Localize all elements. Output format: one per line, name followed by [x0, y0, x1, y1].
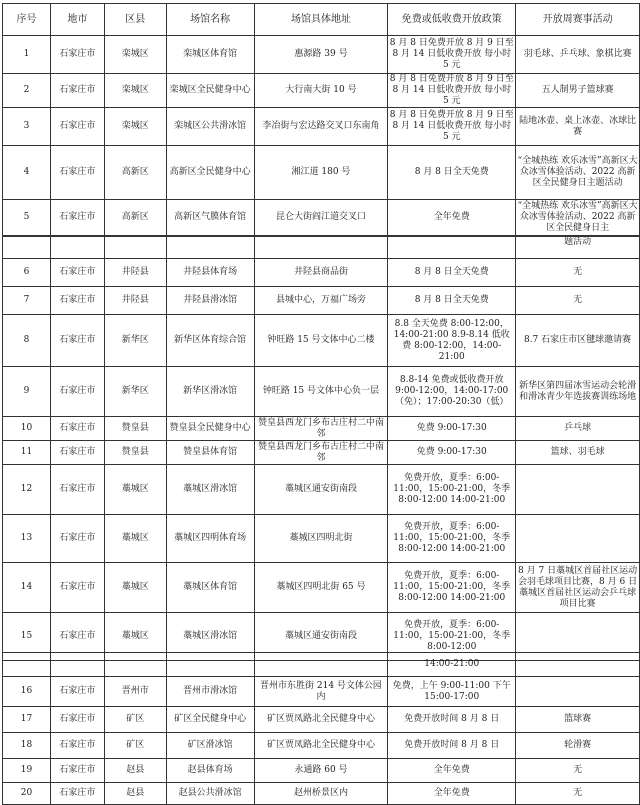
cell-address: 藁城区通安街南段: [254, 465, 388, 515]
cell-activity: “全城热练 欢乐冰雪”高新区大众冰雪体验活动、2022 高新区全民健身日主: [516, 200, 640, 236]
cell-city: 石家庄市: [50, 36, 104, 74]
table-row: [3, 441, 640, 465]
cell-district: 新华区: [104, 315, 166, 367]
cell-venue-name: 高新区全民健身中心: [166, 146, 254, 200]
cell-activity: [516, 465, 640, 515]
cell-venue-name: 高新区气膜体育馆: [166, 200, 254, 236]
cell-policy: 免费 9:00-17:30: [388, 417, 516, 441]
cell-activity: 羽毛球、乒乓球、象棋比赛: [516, 36, 640, 74]
cell-venue-name: 矿区全民健身中心: [166, 707, 254, 733]
cell-address: 晋州市东胜街 214 号文体公园内: [254, 677, 388, 707]
cell-district: 赵县: [104, 783, 166, 805]
cell-venue-name: 藁城区四明体育场: [166, 515, 254, 563]
cell-policy: 8 月 8 日全天免费: [388, 287, 516, 315]
cell-policy: 免费 9:00-17:30: [388, 441, 516, 465]
cell-city: 石家庄市: [50, 677, 104, 707]
cell-index: 9: [3, 367, 51, 417]
cell-city: 石家庄市: [50, 707, 104, 733]
cell-district: 栾城区: [104, 36, 166, 74]
header-cell: 场馆名称: [166, 4, 254, 36]
cell-district: 藁城区: [104, 613, 166, 661]
table-row: [3, 74, 640, 108]
cell-index: 14: [3, 563, 51, 613]
cell-address: 赵州桥景区内: [254, 783, 388, 805]
cell-index: 2: [3, 74, 51, 108]
cell-venue-name: 晋州市滑冰馆: [166, 677, 254, 707]
cell-city: 石家庄市: [50, 200, 104, 236]
cell-district: 赵县: [104, 759, 166, 783]
cell-city: 石家庄市: [50, 613, 104, 661]
cell-policy: 8.8 全天免费 8:00-12:00， 14:00-21:00 8.9-8.14 低收费 8:00-12:00，14:00-21:00: [388, 315, 516, 367]
cell-city: 石家庄市: [50, 146, 104, 200]
table-row: [3, 563, 640, 613]
cell-index: 4: [3, 146, 51, 200]
header-cell: 免费或低收费开放政策: [388, 4, 516, 36]
cell-district: 栾城区: [104, 74, 166, 108]
cell-address: 井陉县商品街: [254, 259, 388, 287]
cell-index: 19: [3, 759, 51, 783]
cell-activity: 乒乓球: [516, 417, 640, 441]
continuation-row: [3, 653, 640, 677]
cell-activity: 新华区第四届冰雪运动会轮滑和滑冰青少年选拔赛训练场地: [516, 367, 640, 417]
venue-table-part-2: [2, 236, 640, 661]
cell-index: 13: [3, 515, 51, 563]
cell-policy: 免费开放时间 8 月 8 日: [388, 733, 516, 759]
cell-venue-name: 栾城区体育馆: [166, 36, 254, 74]
cell-venue-name: 藁城区滑冰馆: [166, 613, 254, 661]
cell-venue-name: 新华区体育综合馆: [166, 315, 254, 367]
cell-address: 昆仑大街阎江道交叉口: [254, 200, 388, 236]
cell-policy: 免费开放时间 8 月 8 日: [388, 707, 516, 733]
cell-city: 石家庄市: [50, 465, 104, 515]
cell-index: 16: [3, 677, 51, 707]
cell-city: 石家庄市: [50, 315, 104, 367]
cell-address: 大行南大街 10 号: [254, 74, 388, 108]
header-cell: 区县: [104, 4, 166, 36]
cell-district: 藁城区: [104, 515, 166, 563]
cell-address: 矿区贾凤路北全民健身中心: [254, 707, 388, 733]
header-cell: 开放周赛事活动: [516, 4, 640, 36]
cell-city: 石家庄市: [50, 417, 104, 441]
cell-address: 李冶街与宏达路交叉口东南角: [254, 108, 388, 146]
cell-activity: 轮滑赛: [516, 733, 640, 759]
cell-index: 7: [3, 287, 51, 315]
cell-index: 12: [3, 465, 51, 515]
cell-city: 石家庄市: [50, 108, 104, 146]
cell-policy: 免费开放，夏季：6:00-11:00，15:00-21:00，冬季 8:00-12:00 14:00-21:00: [388, 563, 516, 613]
cell-district: 栾城区: [104, 108, 166, 146]
table-row: [3, 677, 640, 707]
continued-cell: 题活动: [516, 237, 640, 259]
table-row: [3, 287, 640, 315]
cell-venue-name: 栾城区全民健身中心: [166, 74, 254, 108]
cell-policy: 8 月 8 日全天免费: [388, 146, 516, 200]
cell-policy: 免费开放，夏季：6:00-11:00，15:00-21:00，冬季 8:00-12:00: [388, 613, 516, 661]
cell-venue-name: 赵县体育场: [166, 759, 254, 783]
cell-city: 石家庄市: [50, 733, 104, 759]
cell-policy: 免费，上午 9:00-11:00 下午 15:00-17:00: [388, 677, 516, 707]
cell-city: 石家庄市: [50, 287, 104, 315]
cell-policy: 8 月 8 日全天免费: [388, 259, 516, 287]
cell-policy: 8 月 8 日免费开放 8 月 9 日至 8 月 14 日低收费开放 每小时 5 元: [388, 36, 516, 74]
cell-index: 18: [3, 733, 51, 759]
cell-district: 高新区: [104, 200, 166, 236]
cell-address: 藁城区四明北街: [254, 515, 388, 563]
cell-index: 17: [3, 707, 51, 733]
cell-district: 井陉县: [104, 287, 166, 315]
cell-district: 新华区: [104, 367, 166, 417]
cell-activity: 无: [516, 287, 640, 315]
cell-venue-name: 井陉县滑冰馆: [166, 287, 254, 315]
cell-policy: 全年免费: [388, 200, 516, 236]
cell-city: 石家庄市: [50, 759, 104, 783]
cell-activity: 五人制男子篮球赛: [516, 74, 640, 108]
cell-address: 钟旺路 15 号文体中心二楼: [254, 315, 388, 367]
cell-activity: 陆地冰壶、桌上冰壶、冰球比赛: [516, 108, 640, 146]
cell-index: 5: [3, 200, 51, 236]
table-row: [3, 465, 640, 515]
cell-district: 晋州市: [104, 677, 166, 707]
table-row: [3, 759, 640, 783]
cell-city: 石家庄市: [50, 259, 104, 287]
continued-cell: 14:00-21:00: [388, 653, 516, 677]
table-row: [3, 417, 640, 441]
cell-address: 赞皇县西龙门乡布古庄村二中南邻: [254, 441, 388, 465]
venue-table-part-1: [2, 3, 640, 236]
cell-activity: 篮球、羽毛球: [516, 441, 640, 465]
cell-venue-name: 井陉县体育场: [166, 259, 254, 287]
cell-policy: 8 月 8 日免费开放 8 月 9 日至 8 月 14 日低收费开放 每小时 5 元: [389, 74, 514, 106]
cell-activity: 8.7 石家庄市区毽球邀请赛: [516, 315, 640, 367]
cell-policy: 免费开放，夏季：6:00-11:00，15:00-21:00，冬季 8:00-12:00 14:00-21:00: [388, 465, 516, 515]
cell-index: 10: [3, 417, 51, 441]
cell-index: 1: [3, 36, 51, 74]
cell-address: 县城中心，万福广场旁: [254, 287, 388, 315]
cell-index: 15: [3, 613, 51, 661]
cell-policy: 8 月 8 日免费开放 8 月 9 日至 8 月 14 日低收费开放 每小时 5 元: [388, 108, 516, 146]
table-row: [3, 200, 640, 236]
cell-city: 石家庄市: [50, 74, 104, 108]
table-row: [3, 515, 640, 563]
cell-index: 11: [3, 441, 51, 465]
table-row: [3, 707, 640, 733]
cell-policy: 全年免费: [388, 783, 516, 805]
table-header-row: [3, 4, 640, 36]
cell-address: 藁城区通安街南段: [254, 613, 388, 661]
cell-city: 石家庄市: [50, 563, 104, 613]
cell-address: 湘江道 180 号: [254, 146, 388, 200]
cell-district: 藁城区: [104, 465, 166, 515]
cell-venue-name: 栾城区公共滑冰馆: [166, 108, 254, 146]
cell-district: 赞皇县: [104, 441, 166, 465]
table-row: [3, 733, 640, 759]
header-cell: 地市: [50, 4, 104, 36]
cell-district: 赞皇县: [104, 417, 166, 441]
cell-address: 赞皇县西龙门乡布古庄村二中南邻: [254, 417, 388, 441]
cell-address: 藁城区四明北街 65 号: [254, 563, 388, 613]
cell-city: 石家庄市: [50, 783, 104, 805]
cell-activity: [516, 515, 640, 563]
cell-address: 钟旺路 15 号文体中心负一层: [254, 367, 388, 417]
cell-activity: 8 月 7 日藁城区首届社区运动会羽毛球项目比赛，8 月 6 日藁城区首届社区运动会乒乓球项目比赛: [516, 563, 640, 613]
cell-policy: 免费开放，夏季：6:00-11:00，15:00-21:00，冬季 8:00-12:00 14:00-21:00: [388, 515, 516, 563]
cell-index: 6: [3, 259, 51, 287]
table-row: [3, 783, 640, 805]
cell-activity: 无: [516, 759, 640, 783]
cell-policy: 8.8-14 免费或低收费开放 9:00-12:00，14:00-17:00（免）；17:00-20:30（低）: [388, 367, 516, 417]
cell-district: 矿区: [104, 733, 166, 759]
cell-policy: 全年免费: [388, 759, 516, 783]
table-row: [3, 315, 640, 367]
cell-city: 石家庄市: [50, 515, 104, 563]
header-cell: 序号: [3, 4, 51, 36]
cell-venue-name: 矿区滑冰馆: [166, 733, 254, 759]
cell-venue-name: 新华区滑冰馆: [166, 367, 254, 417]
cell-index: 20: [3, 783, 51, 805]
cell-activity: 无: [516, 259, 640, 287]
cell-activity: 篮球赛: [516, 707, 640, 733]
cell-address: 永通路 60 号: [254, 759, 388, 783]
cell-district: 井陉县: [104, 259, 166, 287]
venue-table-part-3: [2, 652, 640, 805]
table-row: [3, 36, 640, 74]
continuation-row: [3, 237, 640, 259]
cell-index: 3: [3, 108, 51, 146]
cell-district: 矿区: [104, 707, 166, 733]
cell-activity: [516, 677, 640, 707]
header-cell: 场馆具体地址: [254, 4, 388, 36]
cell-venue-name: 赵县公共滑冰馆: [166, 783, 254, 805]
cell-index: 8: [3, 315, 51, 367]
cell-address: 矿区贾凤路北全民健身中心: [254, 733, 388, 759]
cell-city: 石家庄市: [50, 367, 104, 417]
cell-address: 惠源路 39 号: [254, 36, 388, 74]
cell-activity: “全城热练 欢乐冰雪”高新区大众冰雪体验活动、2022 高新区全民健身日主题活动: [516, 146, 640, 200]
table-row: [3, 108, 640, 146]
cell-venue-name: 藁城区体育馆: [166, 563, 254, 613]
table-row: [3, 146, 640, 200]
table-row: [3, 259, 640, 287]
cell-district: 高新区: [104, 146, 166, 200]
cell-activity: 无: [516, 783, 640, 805]
table-row: [3, 367, 640, 417]
cell-venue-name: 赞皇县全民健身中心: [166, 417, 254, 441]
cell-venue-name: 赞皇县体育馆: [166, 441, 254, 465]
cell-district: 藁城区: [104, 563, 166, 613]
cell-city: 石家庄市: [50, 441, 104, 465]
cell-venue-name: 藁城区滑冰馆: [166, 465, 254, 515]
